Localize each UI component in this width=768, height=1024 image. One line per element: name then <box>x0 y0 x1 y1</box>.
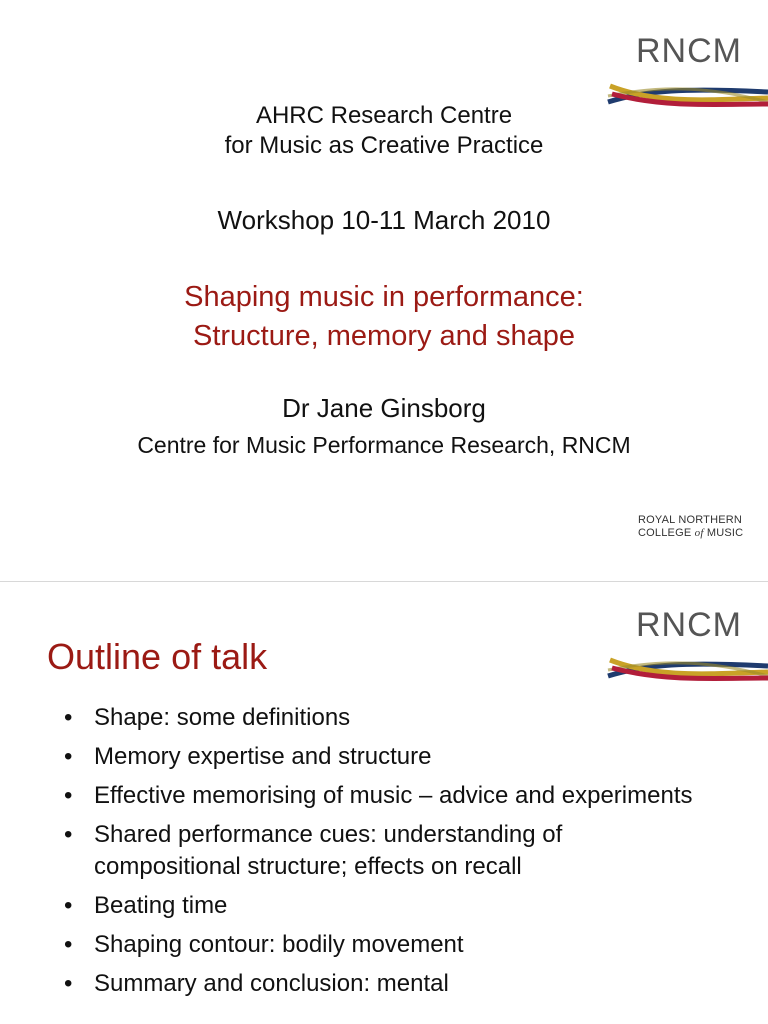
title-line-1: Shaping music in performance: <box>184 281 584 313</box>
outline-slide <box>0 582 768 1024</box>
wordmark-line-1: ROYAL NORTHERN <box>638 514 743 526</box>
org-line-1: AHRC Research Centre <box>255 102 513 129</box>
list-item: • Shaping contour: bodily movement <box>60 929 700 961</box>
title-line-2: Structure, memory and shape <box>192 320 575 352</box>
outline-list <box>60 702 700 1007</box>
wordmark-line-2: COLLEGE of MUSIC <box>638 527 744 539</box>
rncm-logo <box>606 606 768 698</box>
org-line-2: for Music as Creative Practice <box>224 132 544 159</box>
list-item: • Memory expertise and structure <box>60 741 700 773</box>
presentation-title <box>0 278 768 356</box>
workshop-date: Workshop 10-11 March 2010 <box>217 205 551 235</box>
list-item: • Shape: some definitions <box>60 702 700 734</box>
ribbon-icon <box>606 648 768 698</box>
author-affiliation: Centre for Music Performance Research, RNCM <box>137 432 631 458</box>
author-name: Dr Jane Ginsborg <box>282 393 486 423</box>
college-wordmark <box>638 514 743 540</box>
rncm-logo-text: RNCM <box>636 606 742 644</box>
list-item: • Effective memorising of music – advice and experiments <box>60 780 700 812</box>
list-item: • Summary and conclusion: mental <box>60 968 700 1000</box>
slide-title: Outline of talk <box>47 636 268 677</box>
organization-name <box>0 101 768 161</box>
list-item: • Shared performance cues: understanding of compositional structure; effects on recall <box>60 819 700 883</box>
list-item: • Beating time <box>60 890 700 922</box>
rncm-logo-text: RNCM <box>636 32 742 70</box>
